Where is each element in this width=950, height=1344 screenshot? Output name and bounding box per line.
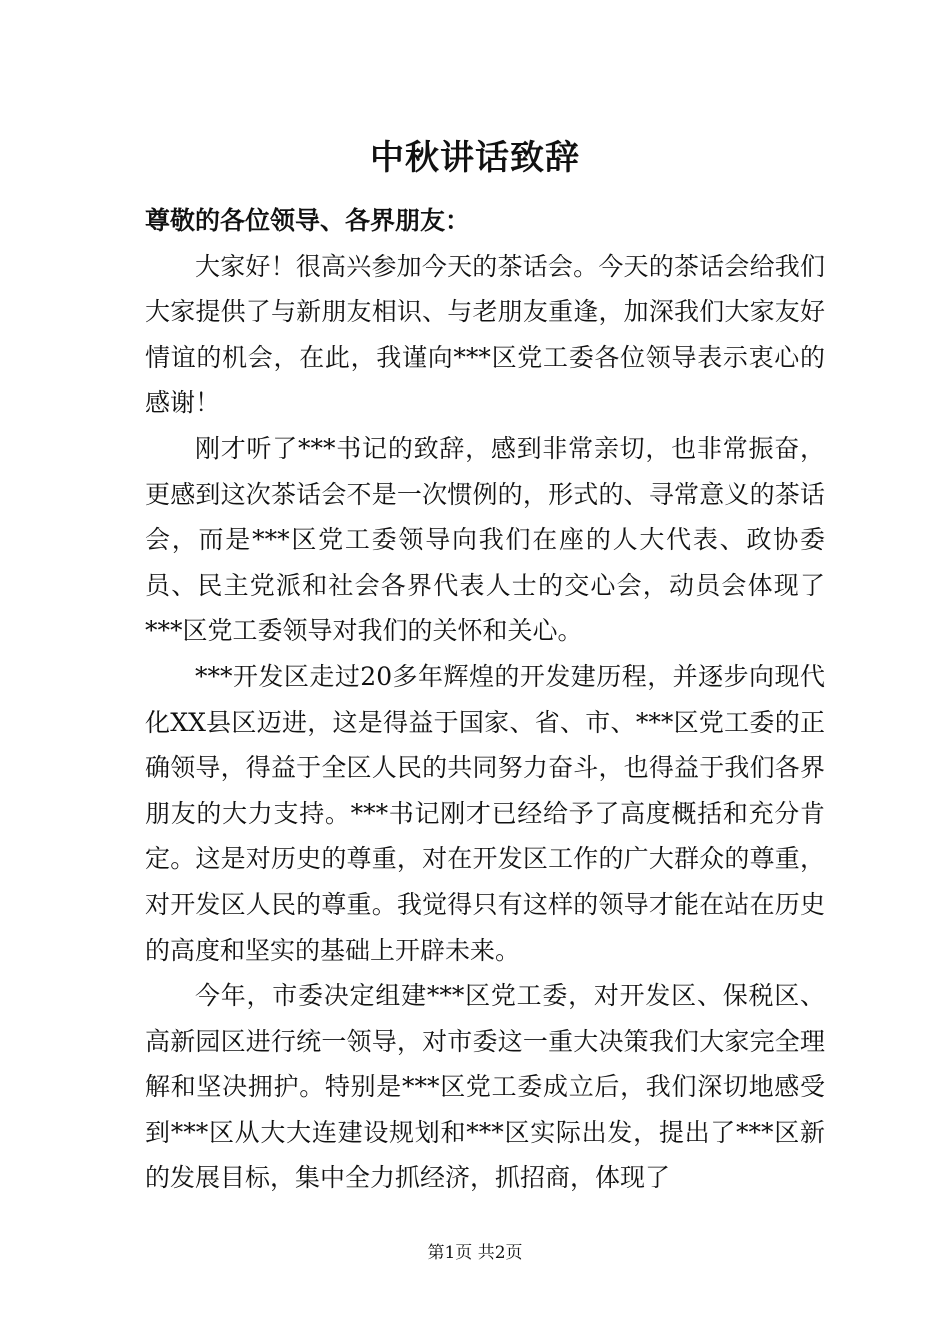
- document-title: 中秋讲话致辞: [370, 138, 580, 178]
- page-number-footer: 第1页 共2页: [427, 1243, 523, 1263]
- paragraph-2: 刚才听了***书记的致辞，感到非常亲切，也非常振奋，更感到这次茶话会不是一次惯例的，形式的、寻常意义的茶话会，而是***区党工委领导向我们在座的人大代表、政协委员、民主党派和社会各界代表人士的交心会，动员会体现了***区党工委领导对我们的关怀和关心。: [145, 433, 825, 646]
- document-body: [145, 198, 825, 1201]
- paragraph-3: ***开发区走过20多年辉煌的开发建历程，并逐步向现代化XX县区迈进，这是得益于国家、省、市、***区党工委的正确领导，得益于全区人民的共同努力奋斗，也得益于我们各界朋友的大力支持。***书记刚才已经给予了高度概括和充分肯定。这是对历史的尊重，对在开发区工作的广大群众的尊重，对开发区人民的尊重。我觉得只有这样的领导才能在站在历史的高度和坚实的基础上开辟未来。: [145, 661, 825, 965]
- salutation: 尊敬的各位领导、各界朋友：: [145, 206, 471, 235]
- paragraph-4: 今年，市委决定组建***区党工委，对开发区、保税区、高新园区进行统一领导，对市委这一重大决策我们大家完全理解和坚决拥护。特别是***区党工委成立后，我们深切地感受到***区从大大连建设规划和***区实际出发，提出了***区新的发展目标，集中全力抓经济，抓招商，体现了: [145, 981, 825, 1193]
- paragraph-1: 大家好！很高兴参加今天的茶话会。今天的茶话会给我们大家提供了与新朋友相识、与老朋友重逢，加深我们大家友好情谊的机会，在此，我谨向***区党工委各位领导表示衷心的感谢！: [145, 251, 825, 418]
